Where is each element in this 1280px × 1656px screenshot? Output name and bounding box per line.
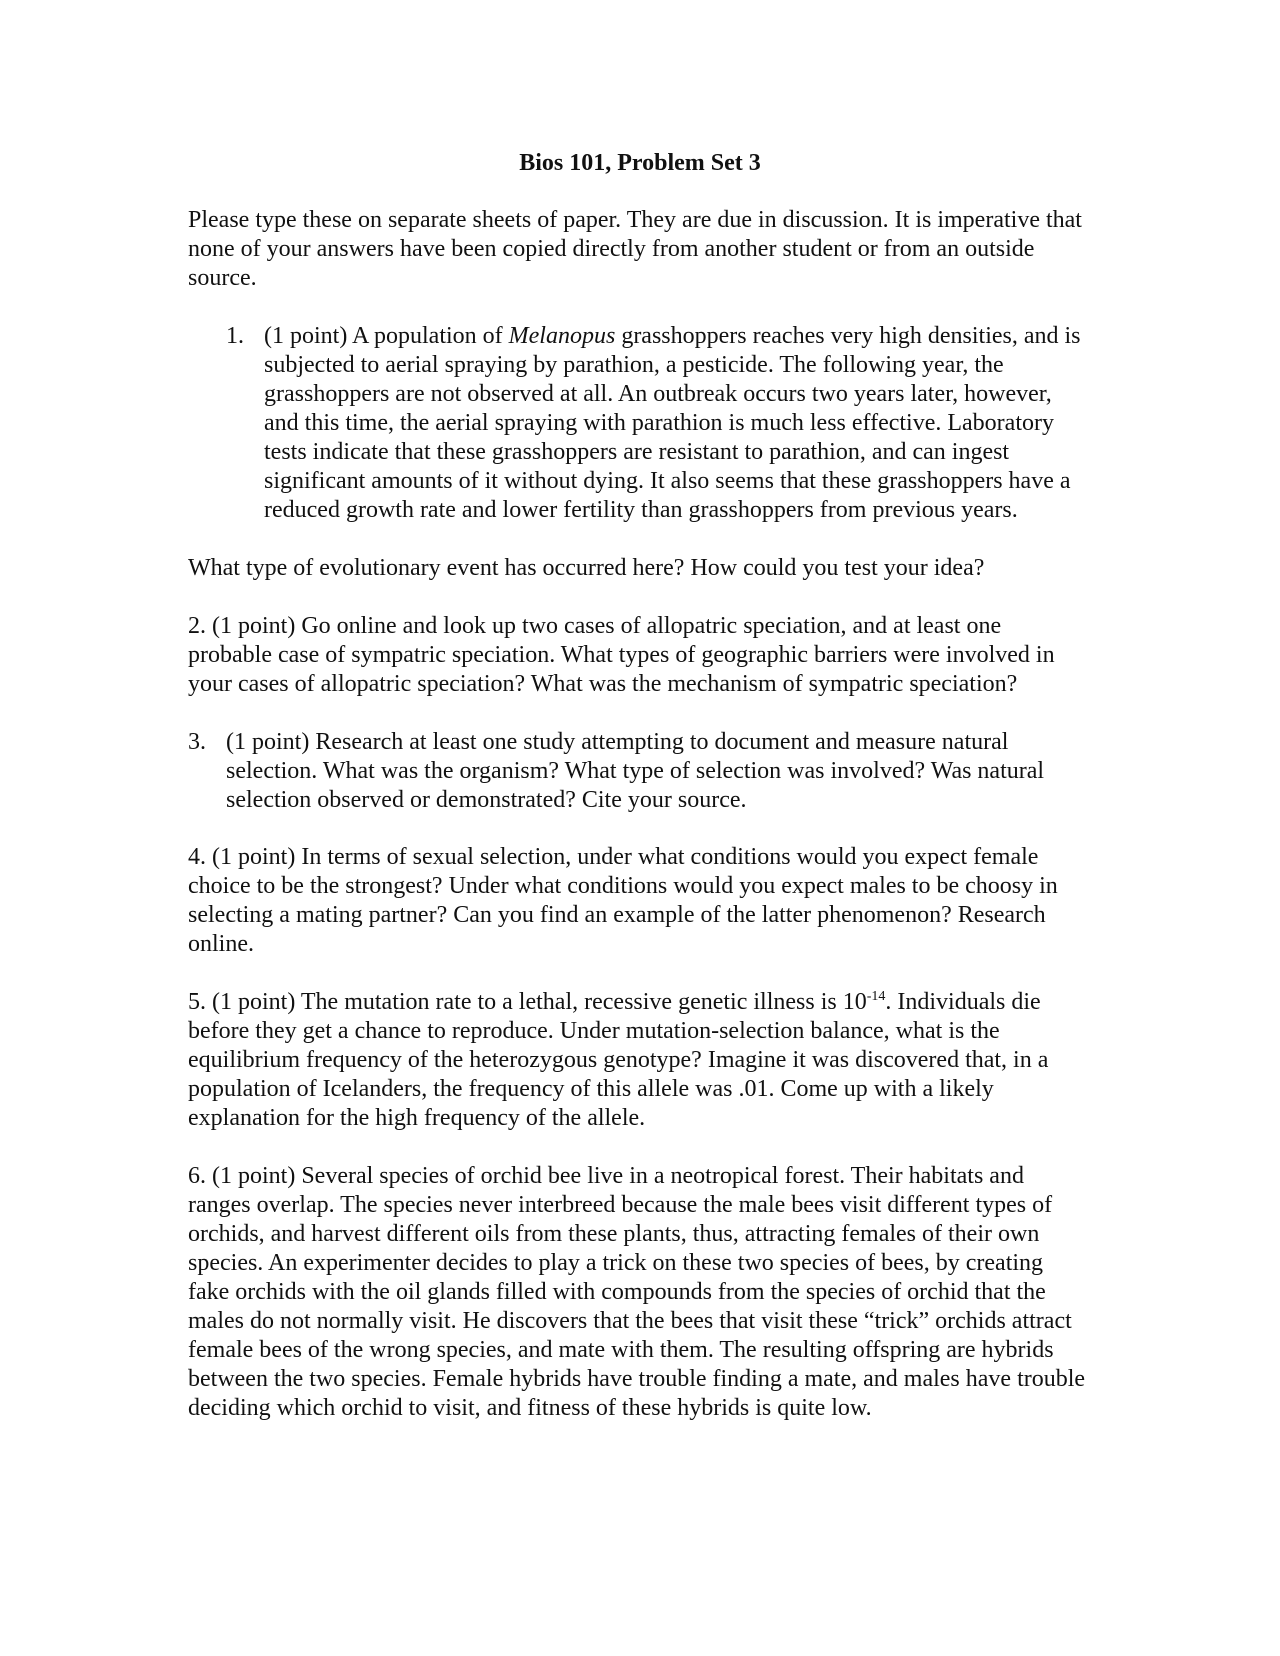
question-1-rest: grasshoppers reaches very high densities, and is subjected to aerial spraying by parathion, a pesticide. The following year, the grasshoppers are not observed at all. An outbreak occurs two years later, however, and this time, the aerial spraying with parathion is much less effective. Laboratory tests indicate that these grasshoppers are resistant to parathion, and can ingest significant amounts of it without dying. It also seems that these grasshoppers have a reduced growth rate and lower fertility than grasshoppers from previous years.	[264, 323, 1081, 523]
question-1-text	[264, 322, 1084, 525]
question-5-text	[188, 988, 1088, 1133]
question-4-text: 4. (1 point) In terms of sexual selection, under what conditions would you expect female choice to be the strongest? Under what conditions would you expect males to be choosy in selecting a mating partner? Can you find an example of the latter phenomenon? Research online.	[188, 844, 1058, 957]
question-2-text: 2. (1 point) Go online and look up two cases of allopatric speciation, and at least one probable case of sympatric speciation. What types of geographic barriers were involved in your cases of allopatric speciation? What was the mechanism of sympatric speciation?	[188, 613, 1055, 697]
question-1-followup: What type of evolutionary event has occurred here? How could you test your idea?	[188, 555, 985, 581]
question-3-number: 3.	[188, 729, 206, 755]
question-5-before: 5. (1 point) The mutation rate to a lethal, recessive genetic illness is 10	[188, 989, 867, 1015]
question-1-prefix: (1 point) A population of	[264, 323, 509, 349]
question-5-exponent: -14	[866, 989, 886, 1004]
question-1-species: Melanopus	[508, 323, 616, 349]
question-5-after: . Individuals die before they get a chance to reproduce. Under mutation-selection balance, what is the equilibrium frequency of the heterozygous genotype? Imagine it was discovered that, in a population of Icelanders, the frequency of this allele was .01. Come up with a likely explanation for the high frequency of the allele.	[188, 989, 1049, 1131]
question-6-text: 6. (1 point) Several species of orchid bee live in a neotropical forest. Their habitats and ranges overlap. The species never interbreed because the male bees visit different types of orchids, and harvest different oils from these plants, thus, attracting females of their own species. An experimenter decides to play a trick on these two species of bees, by creating fake orchids with the oil glands filled with compounds from the species of orchid that the males do not normally visit. He discovers that the bees that visit these “trick” orchids attract female bees of the wrong species, and mate with them. The resulting offspring are hybrids between the two species. Female hybrids have trouble finding a mate, and males have trouble deciding which orchid to visit, and fitness of these hybrids is quite low.	[188, 1163, 1086, 1421]
question-1-number: 1.	[226, 323, 244, 349]
question-3-text: (1 point) Research at least one study attempting to document and measure natural selection. What was the organism? What type of selection was involved? Was natural selection observed or demonstrated? Cite your source.	[226, 729, 1045, 813]
page-title: Bios 101, Problem Set 3	[519, 150, 761, 176]
intro-paragraph: Please type these on separate sheets of paper. They are due in discussion. It is imperative that none of your answers have been copied directly from another student or from an outside source.	[188, 207, 1082, 291]
